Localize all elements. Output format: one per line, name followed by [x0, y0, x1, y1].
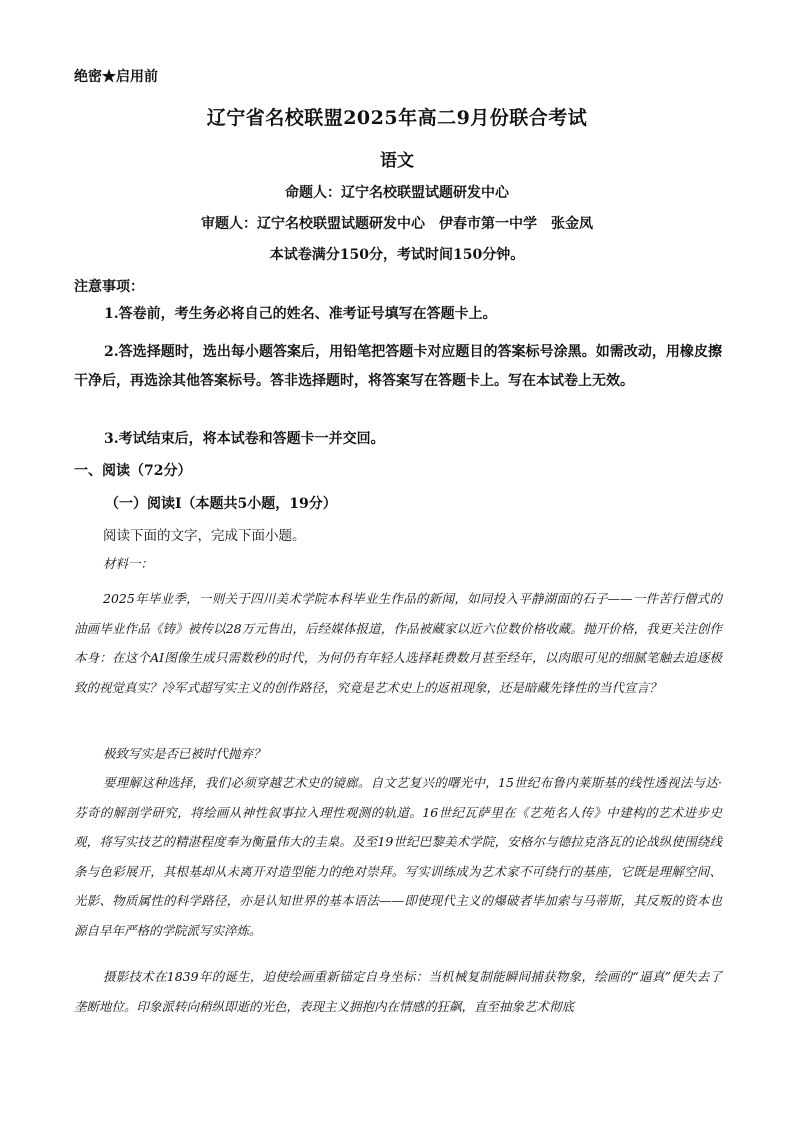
subsection-title: （一）阅读Ⅰ（本题共5小题，19分）: [105, 496, 337, 512]
section-title: 一、阅读（72分）: [74, 463, 192, 479]
confidential-label: 绝密★启用前: [74, 69, 158, 85]
material-label: 材料一：: [103, 556, 154, 571]
notes-heading: 注意事项：: [74, 279, 144, 295]
passage-paragraph: 极致写实是否已被时代抛弃？: [103, 746, 266, 761]
note-item: 3.考试结束后，将本试卷和答题卡一并交回。: [104, 431, 385, 447]
exam-title: 辽宁省名校联盟2025年高二9月份联合考试: [206, 107, 588, 129]
instruction-text: 阅读下面的文字，完成下面小题。: [103, 528, 306, 544]
subject-title: 语文: [380, 151, 414, 171]
score-time-line: 本试卷满分150分，考试时间150分钟。: [269, 247, 525, 263]
passage-paragraph: 摄影技术在1839年的诞生，迫使绘画重新锚定自身坐标：当机械复制能瞬间捕获物象，绘画的“逼真”便失去了垄断地位。印象派转向稍纵即逝的光色，表现主义拥抱内在情感的狂飙，直至抽象艺术彻底: [74, 969, 722, 1014]
passage-paragraph: 2025年毕业季，一则关于四川美术学院本科毕业生作品的新闻，如同投入平静湖面的石子——一件苦行僧式的油画毕业作品《铸》被传以28万元售出，后经媒体报道，作品被藏家以近六位数价格收藏。抛开价格，我更关注创作本身：在这个AI图像生成只需数秒的时代，为何仍有年轻人选择耗费数月甚至经年，以肉眼可见的细腻笔触去追逐极致的视觉真实？冷军式超写实主义的创作路径，究竟是艺术史上的返祖现象，还是暗藏先锋性的当代宣言？: [74, 591, 722, 695]
note-item: 2.答选择题时，选出每小题答案后，用铅笔把答题卡对应题目的答案标号涂黑。如需改动，用橡皮擦干净后，再选涂其他答案标号。答非选择题时，将答案写在答题卡上。写在本试卷上无效。: [74, 344, 722, 389]
reviewer-line: 审题人：辽宁名校联盟试题研发中心 伊春市第一中学 张金凤: [201, 216, 593, 232]
setter-line: 命题人：辽宁名校联盟试题研发中心: [285, 185, 509, 201]
note-item: 1.答卷前，考生务必将自己的姓名、准考证号填写在答题卡上。: [104, 306, 497, 322]
passage-paragraph: 要理解这种选择，我们必须穿越艺术史的镜廊。自文艺复兴的曙光中，15世纪布鲁内莱斯基的线性透视法与达·芬奇的解剖学研究，将绘画从神性叙事拉入理性观测的轨道。16世纪瓦萨里在《艺苑名人传》中建构的艺术进步史观，将写实技艺的精湛程度奉为衡量伟大的圭臬。及至19世纪巴黎美术学院，安格尔与德拉克洛瓦的论战纵使围绕线条与色彩展开，其根基却从未离开对造型能力的绝对崇拜。写实训练成为艺术家不可绕行的基座，它既是理解空间、光影、物质属性的科学路径，亦是认知世界的基本语法——即使现代主义的爆破者毕加索与马蒂斯，其反叛的资本也源自早年严格的学院派写实淬炼。: [74, 775, 722, 938]
